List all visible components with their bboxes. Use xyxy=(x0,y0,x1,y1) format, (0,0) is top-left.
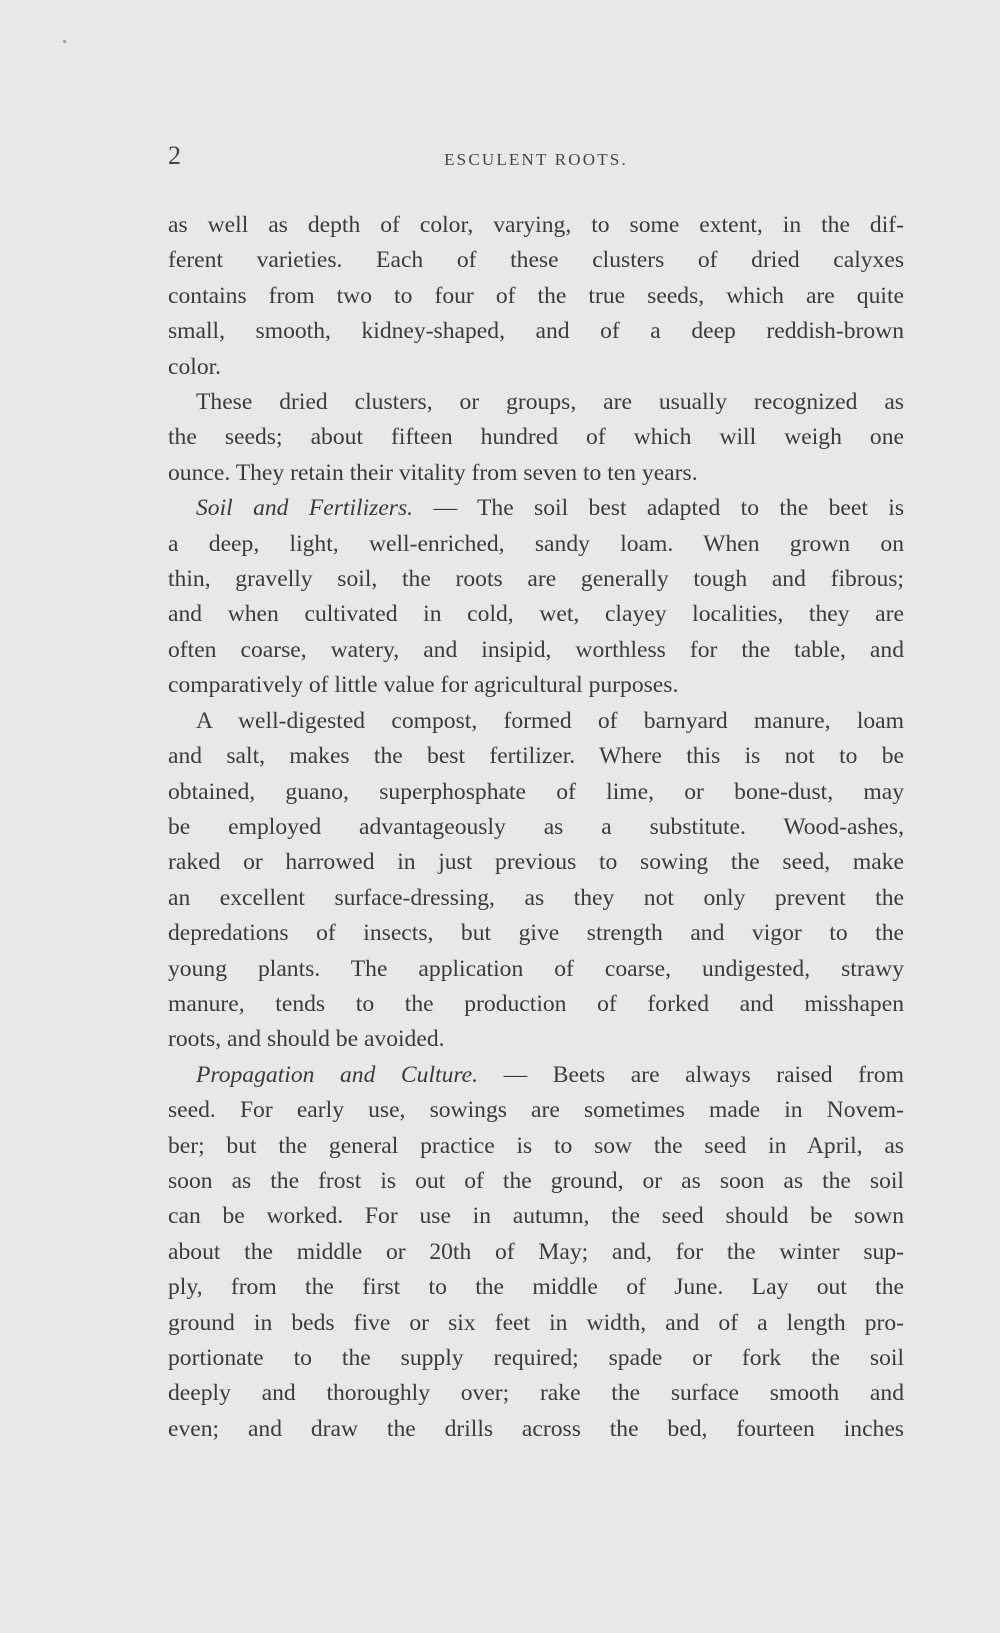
text-line: contains from two to four of the true seeds, which are quite xyxy=(168,282,904,309)
text-line: seed. For early use, sowings are sometimes made in Novem- xyxy=(168,1097,904,1124)
text-line: depredations of insects, but give strength and vigor to the xyxy=(168,920,904,947)
text-line: a deep, light, well-enriched, sandy loam. When grown on xyxy=(168,530,904,557)
running-title: ESCULENT ROOTS. xyxy=(444,150,628,169)
text-line: be employed advantageously as a substitute. Wood-ashes, xyxy=(168,813,904,840)
text-line: ferent varieties. Each of these clusters of dried calyxes xyxy=(168,247,904,274)
text-line: comparatively of little value for agricultural purposes. xyxy=(168,672,679,699)
running-head xyxy=(168,141,904,175)
text-line: These dried clusters, or groups, are usually recognized as xyxy=(196,389,904,416)
text-line: deeply and thoroughly over; rake the surface smooth and xyxy=(168,1380,904,1407)
text-line: color. xyxy=(168,353,222,380)
section-heading-propagation: Propagation and Culture. xyxy=(196,1061,479,1088)
text-line: A well-digested compost, formed of barnyard manure, loam xyxy=(196,707,904,734)
text-run: — The soil best adapted to the beet is xyxy=(413,495,904,522)
text-line: young plants. The application of coarse, undigested, strawy xyxy=(168,955,904,982)
text-line: manure, tends to the production of forked and misshapen xyxy=(168,990,904,1017)
section-first-line xyxy=(168,1058,904,1093)
text-line: can be worked. For use in autumn, the seed should be sown xyxy=(168,1203,904,1230)
text-run: — Beets are always raised from xyxy=(478,1061,904,1088)
text-line: obtained, guano, superphosphate of lime, or bone-dust, may xyxy=(168,778,904,805)
text-line: thin, gravelly soil, the roots are generally tough and fibrous; xyxy=(168,566,904,593)
paper-speck xyxy=(63,40,66,43)
section-first-line xyxy=(168,491,904,526)
text-line: raked or harrowed in just previous to sowing the seed, make xyxy=(168,849,904,876)
text-line: and when cultivated in cold, wet, clayey localities, they are xyxy=(168,601,904,628)
text-line: as well as depth of color, varying, to some extent, in the dif- xyxy=(168,212,904,238)
text-line: portionate to the supply required; spade or fork the soil xyxy=(168,1345,904,1371)
page-number: 2 xyxy=(168,141,181,170)
text-line: ground in beds five or six feet in width, and of a length pro- xyxy=(168,1309,904,1336)
text-line: and salt, makes the best fertilizer. Where this is not to be xyxy=(168,743,904,770)
text-line: ber; but the general practice is to sow the seed in April, as xyxy=(168,1132,904,1159)
text-line: soon as the frost is out of the ground, or as soon as the soil xyxy=(168,1167,904,1194)
text-line: about the middle or 20th of May; and, for the winter sup- xyxy=(168,1238,904,1265)
text-line: the seeds; about fifteen hundred of which will weigh one xyxy=(168,424,904,451)
text-line: an excellent surface-dressing, as they not only prevent the xyxy=(168,884,904,911)
text-line: often coarse, watery, and insipid, worthless for the table, and xyxy=(168,636,904,663)
section-heading-soil: Soil and Fertilizers. xyxy=(196,495,414,522)
text-line: small, smooth, kidney-shaped, and of a deep reddish-brown xyxy=(168,318,904,345)
body-text xyxy=(168,208,904,1447)
text-line: roots, and should be avoided. xyxy=(168,1026,445,1053)
text-line: even; and draw the drills across the bed, fourteen inches xyxy=(168,1415,904,1442)
text-line: ply, from the first to the middle of June. Lay out the xyxy=(168,1274,904,1301)
text-line: ounce. They retain their vitality from seven to ten years. xyxy=(168,459,698,486)
